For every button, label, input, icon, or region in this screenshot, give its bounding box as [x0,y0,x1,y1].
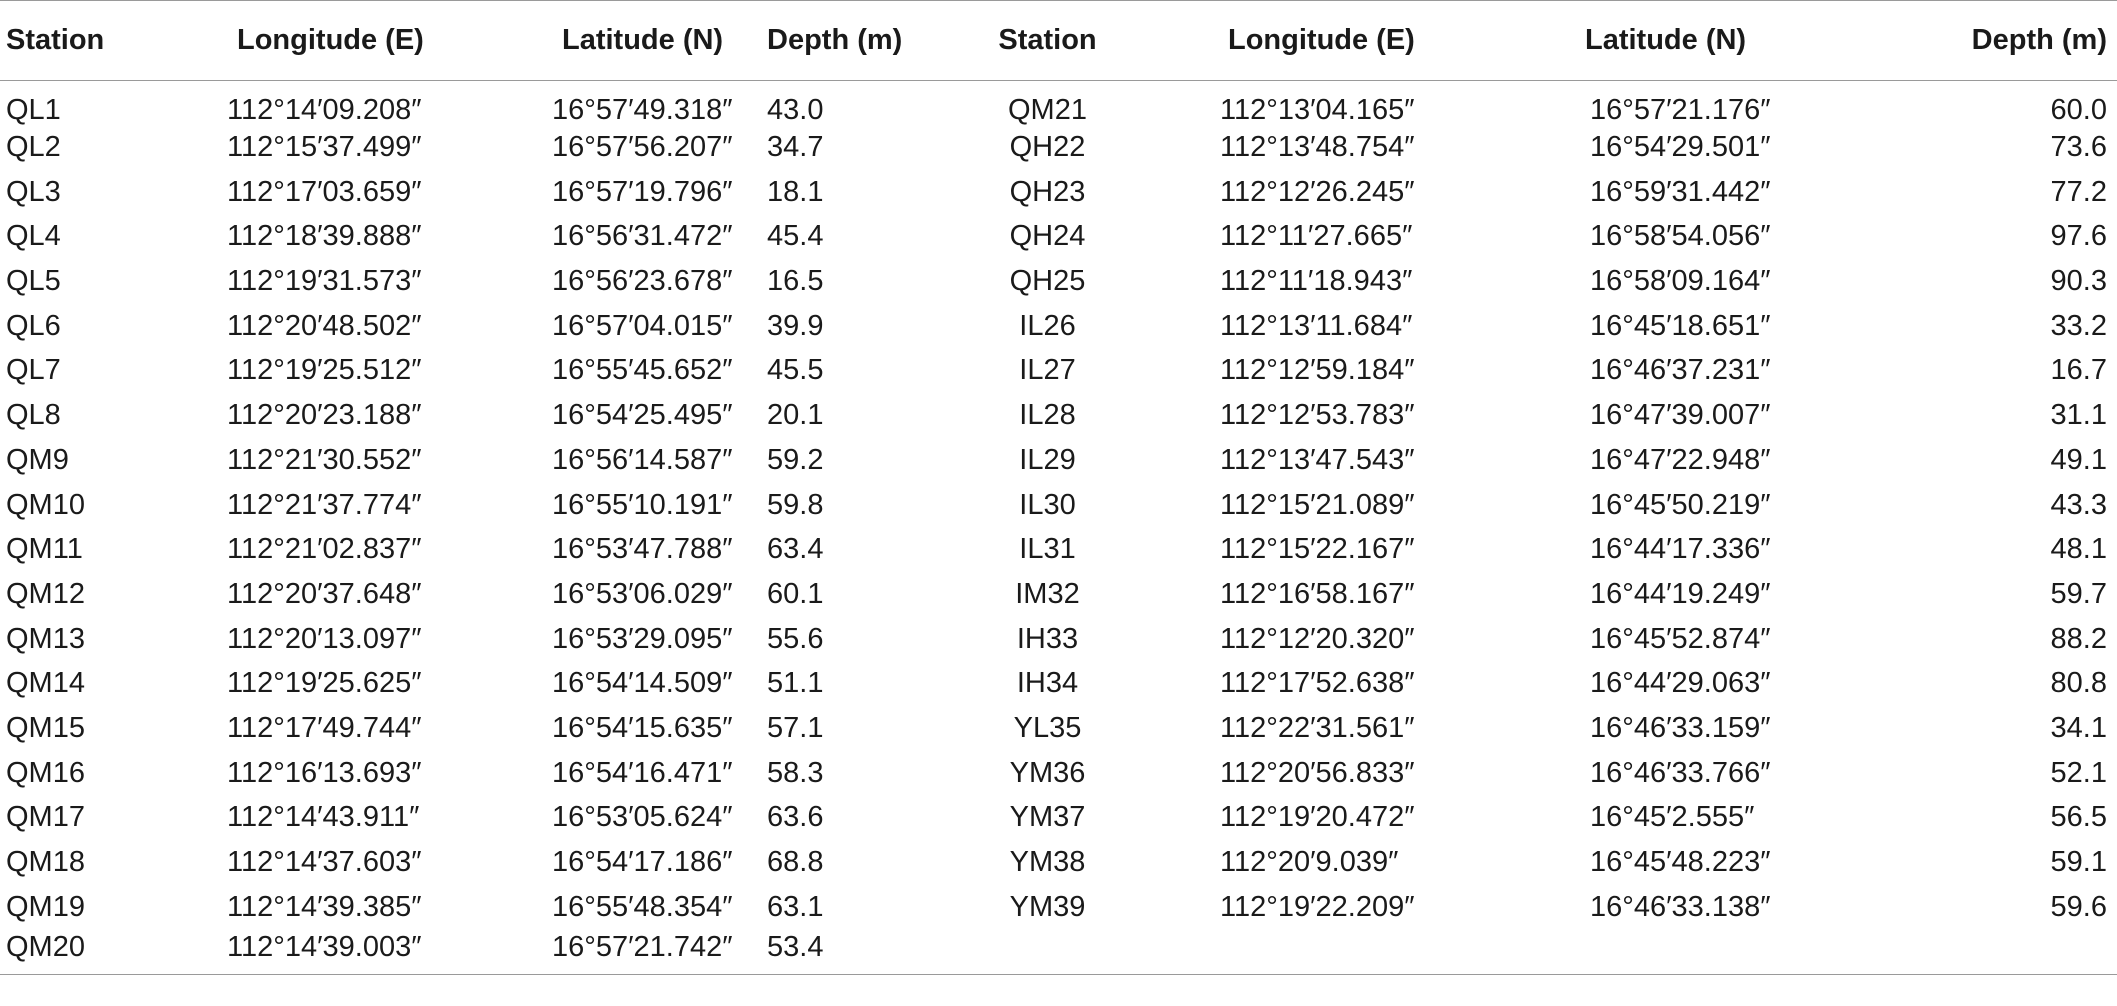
longitude-cell: 112°19′25.625″ [227,667,422,700]
station-cell: QL5 [6,265,61,298]
longitude-cell: 112°19′20.472″ [1220,801,1415,834]
latitude-cell: 16°54′29.501″ [1590,131,1771,164]
table-row [0,527,2117,572]
depth-cell: 55.6 [767,622,824,655]
table-row [0,706,2117,751]
depth-cell: 77.2 [2050,175,2107,208]
depth-cell: 16.7 [2050,354,2107,387]
depth-cell: 33.2 [2050,309,2107,342]
longitude-cell: 112°19′22.209″ [1220,890,1415,923]
longitude-cell: 112°21′02.837″ [227,533,422,566]
table-row [0,393,2117,438]
latitude-cell [1480,930,1810,975]
longitude-cell: 112°12′20.320″ [1220,622,1415,655]
latitude-cell: 16°58′54.056″ [1590,220,1771,253]
table-row [0,796,2117,841]
station-cell: IL28 [1019,399,1076,432]
table-row [0,885,2117,930]
station-cell: IL26 [1019,309,1076,342]
station-cell: IL30 [1019,488,1076,521]
latitude-cell: 16°45′18.651″ [1590,309,1771,342]
station-cell: IL27 [1019,354,1076,387]
station-cell: YM39 [1009,890,1086,923]
table-row [0,259,2117,304]
station-cell: QL4 [6,220,61,253]
latitude-cell: 16°56′14.587″ [552,443,733,476]
table-row [0,572,2117,617]
station-cell: QH24 [1009,220,1086,253]
latitude-cell: 16°57′19.796″ [552,175,733,208]
table-row [0,215,2117,260]
longitude-cell: 112°15′22.167″ [1220,533,1415,566]
station-cell: QL1 [6,93,61,126]
station-cell: IH34 [1016,667,1079,700]
longitude-cell: 112°13′47.543″ [1220,443,1415,476]
latitude-cell: 16°53′06.029″ [552,577,733,610]
depth-cell [1810,930,2117,975]
depth-cell: 43.3 [2050,488,2107,521]
depth-cell: 56.5 [2050,801,2107,834]
latitude-cell: 16°56′23.678″ [552,265,733,298]
depth-cell: 58.3 [767,756,824,789]
latitude-cell: 16°54′16.471″ [552,756,733,789]
header-depth-1: Depth (m) [767,1,995,81]
longitude-cell: 112°20′56.833″ [1220,756,1415,789]
depth-cell: 39.9 [767,309,824,342]
header-latitude-2: Latitude (N) [1480,1,1810,81]
station-cell: QM15 [6,711,85,744]
station-cell: YM38 [1009,846,1086,879]
depth-cell: 49.1 [2050,443,2107,476]
latitude-cell: 16°54′17.186″ [552,846,733,879]
longitude-cell: 112°19′31.573″ [227,265,422,298]
longitude-cell: 112°15′21.089″ [1220,488,1415,521]
longitude-cell: 112°20′48.502″ [227,309,422,342]
latitude-cell: 16°57′49.318″ [552,93,733,126]
station-cell: IM32 [1015,577,1080,610]
depth-cell: 59.7 [2050,577,2107,610]
latitude-cell: 16°45′2.555″ [1590,801,1755,834]
station-cell: QM13 [6,622,85,655]
depth-cell: 73.6 [2050,131,2107,164]
table-row [0,661,2117,706]
depth-cell: 59.6 [2050,890,2107,923]
table-body [0,81,2117,975]
depth-cell: 31.1 [2050,399,2107,432]
station-cell: QL2 [6,131,61,164]
table-row [0,349,2117,394]
longitude-cell: 112°12′59.184″ [1220,354,1415,387]
longitude-cell: 112°16′58.167″ [1220,577,1415,610]
longitude-cell: 112°13′11.684″ [1220,309,1413,342]
depth-cell: 59.8 [767,488,824,521]
depth-cell: 52.1 [2050,756,2107,789]
table-row [0,930,2117,975]
station-cell: QM10 [6,488,85,521]
station-cell: QM11 [6,533,83,566]
longitude-cell: 112°14′39.385″ [227,890,422,923]
latitude-cell: 16°46′33.766″ [1590,756,1771,789]
depth-cell: 60.1 [767,577,824,610]
longitude-cell: 112°14′39.003″ [112,930,437,975]
depth-cell: 34.1 [2050,711,2107,744]
latitude-cell: 16°53′29.095″ [552,622,733,655]
longitude-cell: 112°19′25.512″ [227,354,422,387]
latitude-cell: 16°44′29.063″ [1590,667,1771,700]
latitude-cell: 16°53′05.624″ [552,801,733,834]
latitude-cell: 16°54′25.495″ [552,399,733,432]
station-cell: QL8 [6,399,61,432]
depth-cell: 51.1 [767,667,824,700]
depth-cell: 88.2 [2050,622,2107,655]
station-cell: YM37 [1009,801,1086,834]
latitude-cell: 16°54′14.509″ [552,667,733,700]
station-cell: IL29 [1019,443,1076,476]
table-row [0,617,2117,662]
longitude-cell: 112°17′03.659″ [227,175,422,208]
latitude-cell: 16°58′09.164″ [1590,265,1771,298]
longitude-cell: 112°17′49.744″ [227,711,422,744]
longitude-cell: 112°21′30.552″ [227,443,422,476]
longitude-cell [1160,930,1480,975]
station-cell: YL35 [1013,711,1082,744]
station-cell: QL7 [6,354,61,387]
latitude-cell: 16°46′33.138″ [1590,890,1771,923]
header-station-2: Station [995,1,1160,81]
header-latitude-1: Latitude (N) [437,1,767,81]
depth-cell: 63.1 [767,890,824,923]
latitude-cell: 16°57′21.742″ [437,930,767,975]
depth-cell: 63.6 [767,801,824,834]
latitude-cell: 16°44′17.336″ [1590,533,1771,566]
longitude-cell: 112°18′39.888″ [227,220,422,253]
station-cell: QH23 [1009,175,1086,208]
latitude-cell: 16°57′21.176″ [1590,93,1771,126]
depth-cell: 34.7 [767,131,824,164]
depth-cell: 59.2 [767,443,824,476]
station-cell: QM20 [0,930,112,975]
table-row [0,483,2117,528]
latitude-cell: 16°47′39.007″ [1590,399,1771,432]
station-cell: QM14 [6,667,85,700]
longitude-cell: 112°14′37.603″ [227,846,422,879]
latitude-cell: 16°46′33.159″ [1590,711,1771,744]
depth-cell: 63.4 [767,533,824,566]
depth-cell: 60.0 [2050,93,2107,126]
station-cell: QM18 [6,846,85,879]
longitude-cell: 112°22′31.561″ [1220,711,1415,744]
header-longitude-1: Longitude (E) [112,1,437,81]
depth-cell: 45.5 [767,354,824,387]
station-cell: QH22 [1009,131,1086,164]
latitude-cell: 16°53′47.788″ [552,533,733,566]
table-row [0,170,2117,215]
depth-cell: 20.1 [767,399,824,432]
station-cell: QM16 [6,756,85,789]
station-cell [995,930,1160,975]
latitude-cell: 16°45′52.874″ [1590,622,1771,655]
header-station-1: Station [0,1,112,81]
latitude-cell: 16°55′10.191″ [552,488,733,521]
latitude-cell: 16°57′04.015″ [552,309,733,342]
latitude-cell: 16°45′50.219″ [1590,488,1771,521]
longitude-cell: 112°16′13.693″ [227,756,422,789]
longitude-cell: 112°15′37.499″ [227,131,422,164]
depth-cell: 80.8 [2050,667,2107,700]
station-cell: QL3 [6,175,61,208]
depth-cell: 90.3 [2050,265,2107,298]
longitude-cell: 112°20′23.188″ [227,399,422,432]
table-row [0,751,2117,796]
table-row [0,81,2117,126]
longitude-cell: 112°20′37.648″ [227,577,422,610]
depth-cell: 48.1 [2050,533,2107,566]
longitude-cell: 112°17′52.638″ [1220,667,1415,700]
longitude-cell: 112°13′48.754″ [1220,131,1415,164]
station-cell: IL31 [1019,533,1076,566]
latitude-cell: 16°55′45.652″ [552,354,733,387]
longitude-cell: 112°11′18.943″ [1220,265,1413,298]
depth-cell: 68.8 [767,846,824,879]
table-row [0,304,2117,349]
latitude-cell: 16°47′22.948″ [1590,443,1771,476]
header-depth-2: Depth (m) [1810,1,2117,81]
depth-cell: 59.1 [2050,846,2107,879]
depth-cell: 18.1 [767,175,824,208]
header-longitude-2: Longitude (E) [1160,1,1480,81]
station-cell: QM21 [1008,93,1087,126]
longitude-cell: 112°11′27.665″ [1220,220,1413,253]
longitude-cell: 112°14′43.911″ [227,801,420,834]
latitude-cell: 16°57′56.207″ [552,131,733,164]
table-row [0,438,2117,483]
table-row [0,840,2117,885]
station-cell: QL6 [6,309,61,342]
longitude-cell: 112°14′09.208″ [227,93,422,126]
station-cell: IH33 [1016,622,1079,655]
depth-cell: 45.4 [767,220,824,253]
table-row [0,125,2117,170]
depth-cell: 43.0 [767,93,824,126]
depth-cell: 16.5 [767,265,824,298]
station-cell: YM36 [1009,756,1086,789]
latitude-cell: 16°54′15.635″ [552,711,733,744]
latitude-cell: 16°45′48.223″ [1590,846,1771,879]
depth-cell: 57.1 [767,711,824,744]
station-cell: QH25 [1009,265,1086,298]
depth-cell: 53.4 [767,930,995,975]
latitude-cell: 16°46′37.231″ [1590,354,1771,387]
latitude-cell: 16°56′31.472″ [552,220,733,253]
station-cell: QM19 [6,890,85,923]
depth-cell: 97.6 [2050,220,2107,253]
longitude-cell: 112°21′37.774″ [227,488,422,521]
station-cell: QM9 [6,443,69,476]
latitude-cell: 16°44′19.249″ [1590,577,1771,610]
header-row [0,1,2117,81]
table-header [0,1,2117,81]
latitude-cell: 16°59′31.442″ [1590,175,1771,208]
latitude-cell: 16°55′48.354″ [552,890,733,923]
station-cell: QM12 [6,577,85,610]
station-cell: QM17 [6,801,85,834]
longitude-cell: 112°13′04.165″ [1220,93,1415,126]
longitude-cell: 112°20′9.039″ [1220,846,1399,879]
longitude-cell: 112°12′53.783″ [1220,399,1415,432]
longitude-cell: 112°20′13.097″ [227,622,422,655]
longitude-cell: 112°12′26.245″ [1220,175,1415,208]
